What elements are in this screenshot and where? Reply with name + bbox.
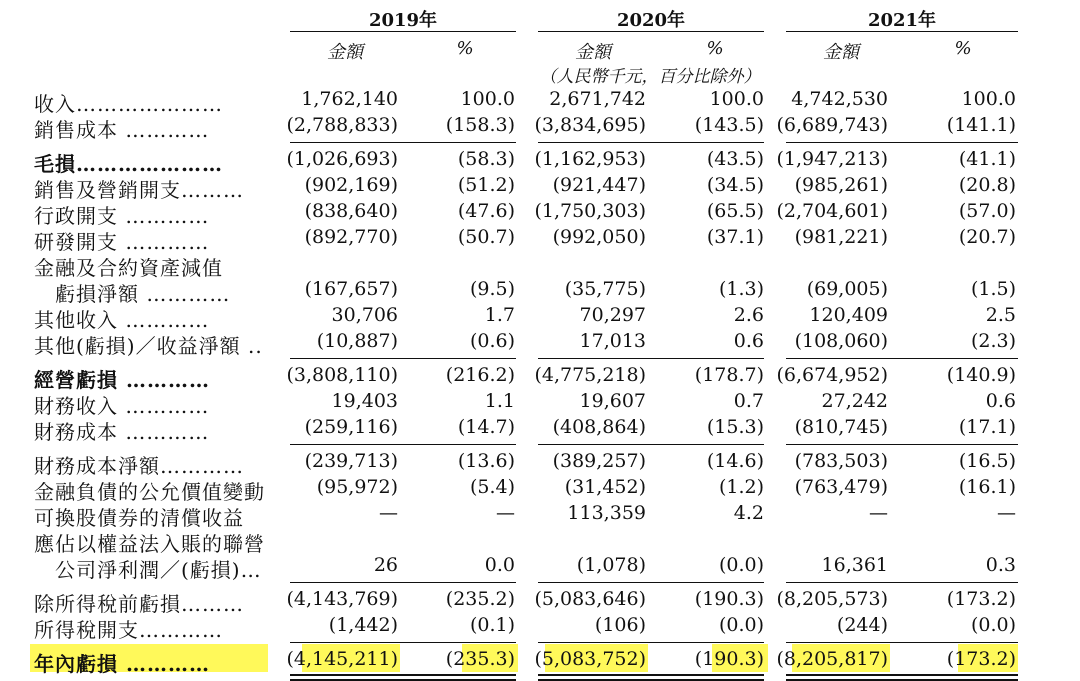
- row-label: 財務成本 …………: [34, 420, 210, 444]
- percent-label-2020: %: [706, 38, 724, 59]
- year-2020-header: 2020年: [616, 10, 686, 31]
- amount-cell: 19,607: [579, 390, 646, 412]
- amount-cell: (3,808,110): [286, 364, 398, 386]
- unit-note: （人民幣千元，百分比除外）: [539, 67, 761, 87]
- row-label: 其他收入 …………: [34, 308, 210, 332]
- row-label: 銷售成本 …………: [34, 118, 210, 142]
- percent-cell: (190.3): [694, 648, 764, 670]
- amount-cell: (2,788,833): [286, 114, 398, 136]
- percent-cell: (141.1): [946, 114, 1016, 136]
- amount-cell: (2,704,601): [776, 200, 888, 222]
- amount-cell: (3,834,695): [534, 114, 646, 136]
- percent-cell: 1.1: [484, 390, 515, 412]
- percent-cell: (47.6): [457, 200, 515, 222]
- amount-cell: (8,205,573): [776, 588, 888, 610]
- amount-cell: (408,864): [552, 416, 646, 438]
- amount-cell: (4,145,211): [286, 648, 398, 670]
- percent-cell: (15.3): [706, 416, 764, 438]
- amount-cell: (239,713): [304, 450, 398, 472]
- amount-cell: 4,742,530: [791, 88, 888, 110]
- row-label: 公司淨利潤／(虧損)…: [34, 558, 262, 582]
- header-rule-2019: [290, 31, 516, 32]
- percent-cell: (216.2): [445, 364, 515, 386]
- amount-cell: (838,640): [304, 200, 398, 222]
- amount-cell: (10,887): [316, 330, 398, 352]
- percent-cell: (34.5): [706, 174, 764, 196]
- percent-cell: 2.5: [985, 304, 1016, 326]
- header-rule-2020: [538, 31, 764, 32]
- total-double-rule: [290, 674, 516, 676]
- header-rule-2021: [786, 31, 1018, 32]
- amount-cell: (6,689,743): [776, 114, 888, 136]
- subtotal-rule: [786, 142, 1018, 143]
- amount-cell: 17,013: [579, 330, 646, 352]
- amount-cell: (1,750,303): [534, 200, 646, 222]
- amount-cell: (783,503): [794, 450, 888, 472]
- amount-cell: (4,143,769): [286, 588, 398, 610]
- amount-cell: (985,261): [794, 174, 888, 196]
- amount-cell: 1,762,140: [301, 88, 398, 110]
- row-label: 研發開支 …………: [34, 230, 210, 254]
- percent-cell: (235.2): [445, 588, 515, 610]
- row-label: 所得稅開支…………: [34, 618, 223, 642]
- amount-cell: (389,257): [552, 450, 646, 472]
- row-label: 金融及合約資產減值: [34, 256, 223, 280]
- subtotal-rule: [290, 582, 516, 583]
- percent-cell: (16.1): [958, 476, 1016, 498]
- percent-cell: (13.6): [457, 450, 515, 472]
- year-2021-header: 2021年: [867, 10, 937, 31]
- amount-cell: (8,205,817): [776, 648, 888, 670]
- row-label: 經營虧損 …………: [34, 368, 210, 392]
- amount-cell: (244): [836, 614, 888, 636]
- amount-cell: (921,447): [552, 174, 646, 196]
- amount-cell: 27,242: [821, 390, 888, 412]
- percent-cell: 100.0: [961, 88, 1016, 110]
- percent-cell: 0.6: [733, 330, 764, 352]
- percent-cell: (235.3): [445, 648, 515, 670]
- row-label: 其他(虧損)／收益淨額 ..: [34, 334, 263, 358]
- percent-cell: 100.0: [460, 88, 515, 110]
- amount-cell: (981,221): [794, 226, 888, 248]
- amount-cell: (31,452): [564, 476, 646, 498]
- amount-cell: 16,361: [821, 554, 888, 576]
- row-label: 應佔以權益法入賬的聯營: [34, 532, 265, 556]
- amount-cell: (4,775,218): [534, 364, 646, 386]
- amount-cell: 30,706: [331, 304, 398, 326]
- row-label: 行政開支 …………: [34, 204, 210, 228]
- amount-label-2021: 金額: [823, 42, 859, 63]
- percent-cell: (20.8): [958, 174, 1016, 196]
- amount-cell: 113,359: [567, 502, 646, 524]
- amount-cell: (1,947,213): [776, 148, 888, 170]
- percent-cell: (16.5): [958, 450, 1016, 472]
- percent-cell: (190.3): [694, 588, 764, 610]
- amount-cell: (259,116): [304, 416, 398, 438]
- percent-cell: (1.5): [970, 278, 1016, 300]
- amount-cell: (1,442): [328, 614, 398, 636]
- percent-cell: (173.2): [946, 588, 1016, 610]
- amount-cell: (1,026,693): [286, 148, 398, 170]
- amount-cell: (6,674,952): [776, 364, 888, 386]
- percent-cell: (57.0): [958, 200, 1016, 222]
- percent-cell: (20.7): [958, 226, 1016, 248]
- amount-cell: (1,078): [576, 554, 646, 576]
- amount-cell: (167,657): [304, 278, 398, 300]
- amount-cell: (5,083,752): [534, 648, 646, 670]
- percent-cell: (1.2): [718, 476, 764, 498]
- percent-label-2021: %: [954, 38, 972, 59]
- amount-cell: —: [379, 502, 398, 524]
- subtotal-rule: [290, 142, 516, 143]
- row-label: 銷售及營銷開支………: [34, 178, 244, 202]
- amount-cell: 120,409: [809, 304, 888, 326]
- subtotal-rule: [290, 358, 516, 359]
- percent-cell: (50.7): [457, 226, 515, 248]
- percent-cell: —: [496, 502, 515, 524]
- percent-cell: (0.0): [718, 614, 764, 636]
- amount-cell: (5,083,646): [534, 588, 646, 610]
- percent-cell: (14.6): [706, 450, 764, 472]
- amount-cell: 26: [373, 554, 398, 576]
- subtotal-rule: [290, 642, 516, 643]
- row-label: 除所得稅前虧損………: [34, 592, 244, 616]
- percent-cell: (2.3): [970, 330, 1016, 352]
- percent-cell: (143.5): [694, 114, 764, 136]
- percent-cell: (65.5): [706, 200, 764, 222]
- percent-label-2019: %: [456, 38, 474, 59]
- row-label: 金融負債的公允價值變動: [34, 480, 265, 504]
- percent-cell: —: [997, 502, 1016, 524]
- amount-cell: (106): [594, 614, 646, 636]
- row-label: 財務成本淨額…………: [34, 454, 244, 478]
- percent-cell: (0.1): [469, 614, 515, 636]
- amount-cell: (992,050): [552, 226, 646, 248]
- percent-cell: (41.1): [958, 148, 1016, 170]
- percent-cell: 1.7: [484, 304, 515, 326]
- percent-cell: (51.2): [457, 174, 515, 196]
- percent-cell: 4.2: [733, 502, 764, 524]
- percent-cell: 0.7: [733, 390, 764, 412]
- amount-label-2019: 金額: [327, 42, 363, 63]
- total-double-rule: [786, 674, 1018, 676]
- row-label: 可換股債券的清償收益: [34, 506, 244, 530]
- row-label: 虧損淨額 …………: [34, 282, 231, 306]
- percent-cell: 2.6: [733, 304, 764, 326]
- percent-cell: (158.3): [445, 114, 515, 136]
- subtotal-rule: [538, 582, 764, 583]
- percent-cell: 100.0: [709, 88, 764, 110]
- amount-cell: (1,162,953): [534, 148, 646, 170]
- percent-cell: (17.1): [958, 416, 1016, 438]
- percent-cell: 0.6: [985, 390, 1016, 412]
- subtotal-rule: [538, 642, 764, 643]
- amount-cell: (892,770): [304, 226, 398, 248]
- amount-cell: 19,403: [331, 390, 398, 412]
- subtotal-rule: [786, 444, 1018, 445]
- subtotal-rule: [786, 582, 1018, 583]
- amount-cell: 70,297: [579, 304, 646, 326]
- subtotal-rule: [786, 642, 1018, 643]
- amount-cell: 2,671,742: [549, 88, 646, 110]
- percent-cell: (0.0): [970, 614, 1016, 636]
- amount-cell: (95,972): [316, 476, 398, 498]
- percent-cell: (5.4): [469, 476, 515, 498]
- amount-cell: (108,060): [794, 330, 888, 352]
- amount-cell: (763,479): [794, 476, 888, 498]
- percent-cell: (140.9): [946, 364, 1016, 386]
- percent-cell: (1.3): [718, 278, 764, 300]
- percent-cell: (37.1): [706, 226, 764, 248]
- row-label: 財務收入 …………: [34, 394, 210, 418]
- amount-cell: —: [869, 502, 888, 524]
- percent-cell: 0.3: [985, 554, 1016, 576]
- percent-cell: (173.2): [946, 648, 1016, 670]
- subtotal-rule: [538, 444, 764, 445]
- percent-cell: (14.7): [457, 416, 515, 438]
- percent-cell: (0.6): [469, 330, 515, 352]
- subtotal-rule: [538, 142, 764, 143]
- amount-cell: (35,775): [564, 278, 646, 300]
- percent-cell: (178.7): [694, 364, 764, 386]
- subtotal-rule: [786, 358, 1018, 359]
- amount-cell: (810,745): [794, 416, 888, 438]
- subtotal-rule: [290, 444, 516, 445]
- percent-cell: 0.0: [484, 554, 515, 576]
- total-double-rule: [538, 674, 764, 676]
- row-label: 年內虧損 …………: [34, 652, 210, 676]
- percent-cell: (0.0): [718, 554, 764, 576]
- percent-cell: (43.5): [706, 148, 764, 170]
- percent-cell: (9.5): [469, 278, 515, 300]
- subtotal-rule: [538, 358, 764, 359]
- amount-label-2020: 金額: [575, 42, 611, 63]
- year-2019-header: 2019年: [368, 10, 438, 31]
- amount-cell: (69,005): [806, 278, 888, 300]
- row-label: 毛損…………………: [34, 152, 223, 176]
- amount-cell: (902,169): [304, 174, 398, 196]
- percent-cell: (58.3): [457, 148, 515, 170]
- row-label: 收入…………………: [34, 92, 223, 116]
